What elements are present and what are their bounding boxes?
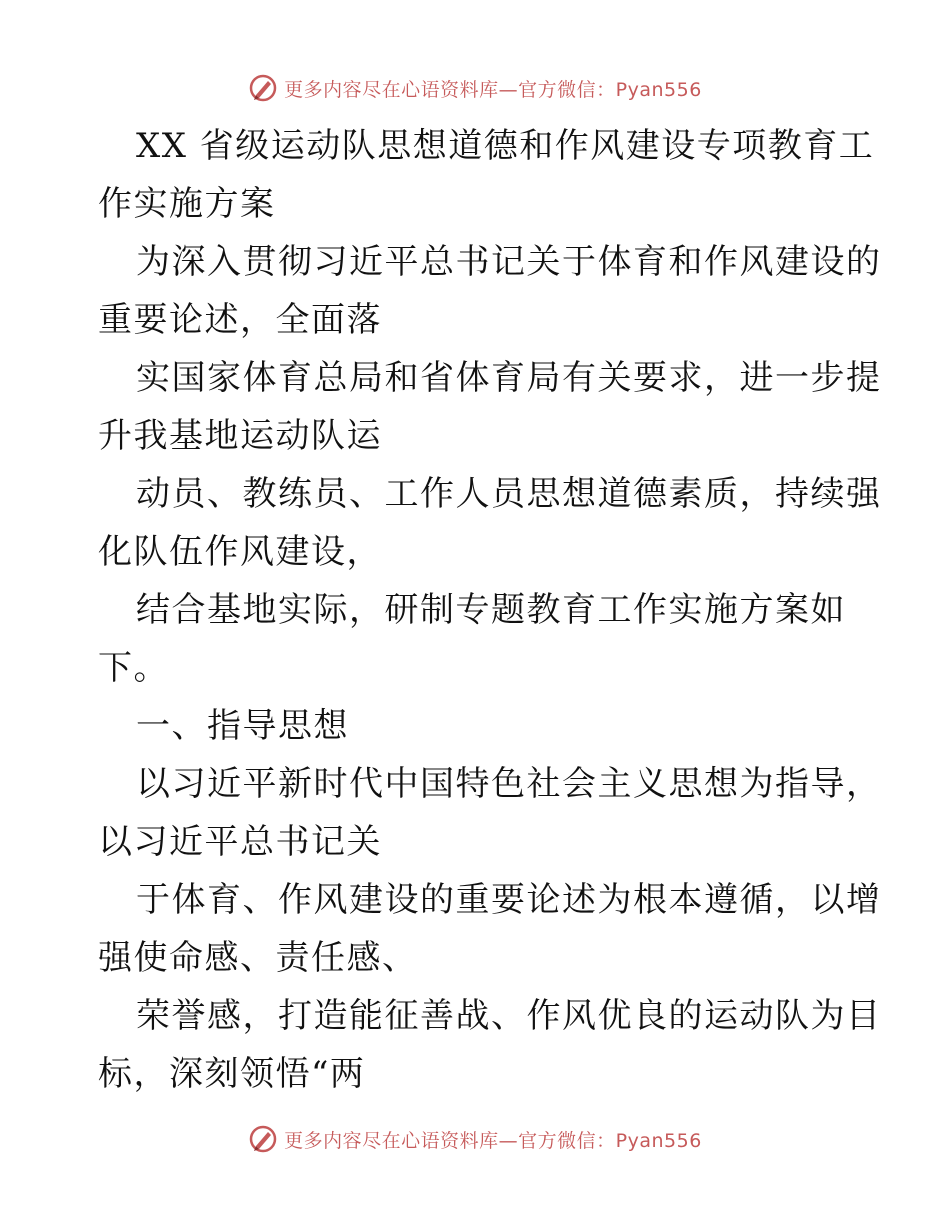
- pen-logo-icon: [248, 1124, 278, 1154]
- title-line-2: 作实施方案: [98, 184, 276, 224]
- footer-watermark: [0, 1121, 950, 1157]
- watermark-text: 更多内容尽在心语资料库—官方微信：Pyan556: [284, 1129, 702, 1152]
- document-body: [98, 117, 882, 1103]
- paragraph-line: 强使命感、责任感、: [98, 938, 418, 978]
- watermark-text: 更多内容尽在心语资料库—官方微信：Pyan556: [284, 78, 702, 101]
- paragraph-line: 升我基地运动队运: [98, 416, 382, 456]
- header-watermark: [0, 70, 950, 106]
- section-heading: 一、指导思想: [136, 706, 349, 746]
- paragraph-line: 于体育、作风建设的重要论述为根本遵循，以增: [136, 880, 882, 920]
- paragraph-line: 为深入贯彻习近平总书记关于体育和作风建设的: [136, 242, 882, 282]
- paragraph-line: 以习近平新时代中国特色社会主义思想为指导，: [136, 764, 882, 804]
- paragraph-line: 重要论述，全面落: [98, 300, 382, 340]
- paragraph-line: 结合基地实际，研制专题教育工作实施方案如: [136, 590, 846, 630]
- paragraph-line: 以习近平总书记关: [98, 822, 382, 862]
- paragraph-line: 荣誉感，打造能征善战、作风优良的运动队为目: [136, 996, 882, 1036]
- paragraph-line: 实国家体育总局和省体育局有关要求，进一步提: [136, 358, 882, 398]
- paragraph-line: 动员、教练员、工作人员思想道德素质，持续强: [136, 474, 882, 514]
- paragraph-line: 下。: [98, 648, 169, 688]
- title-line-1: XX 省级运动队思想道德和作风建设专项教育工: [136, 126, 875, 166]
- paragraph-line: 化队伍作风建设，: [98, 532, 382, 572]
- pen-logo-icon: [248, 73, 278, 103]
- paragraph-line: 标，深刻领悟“两: [98, 1054, 366, 1094]
